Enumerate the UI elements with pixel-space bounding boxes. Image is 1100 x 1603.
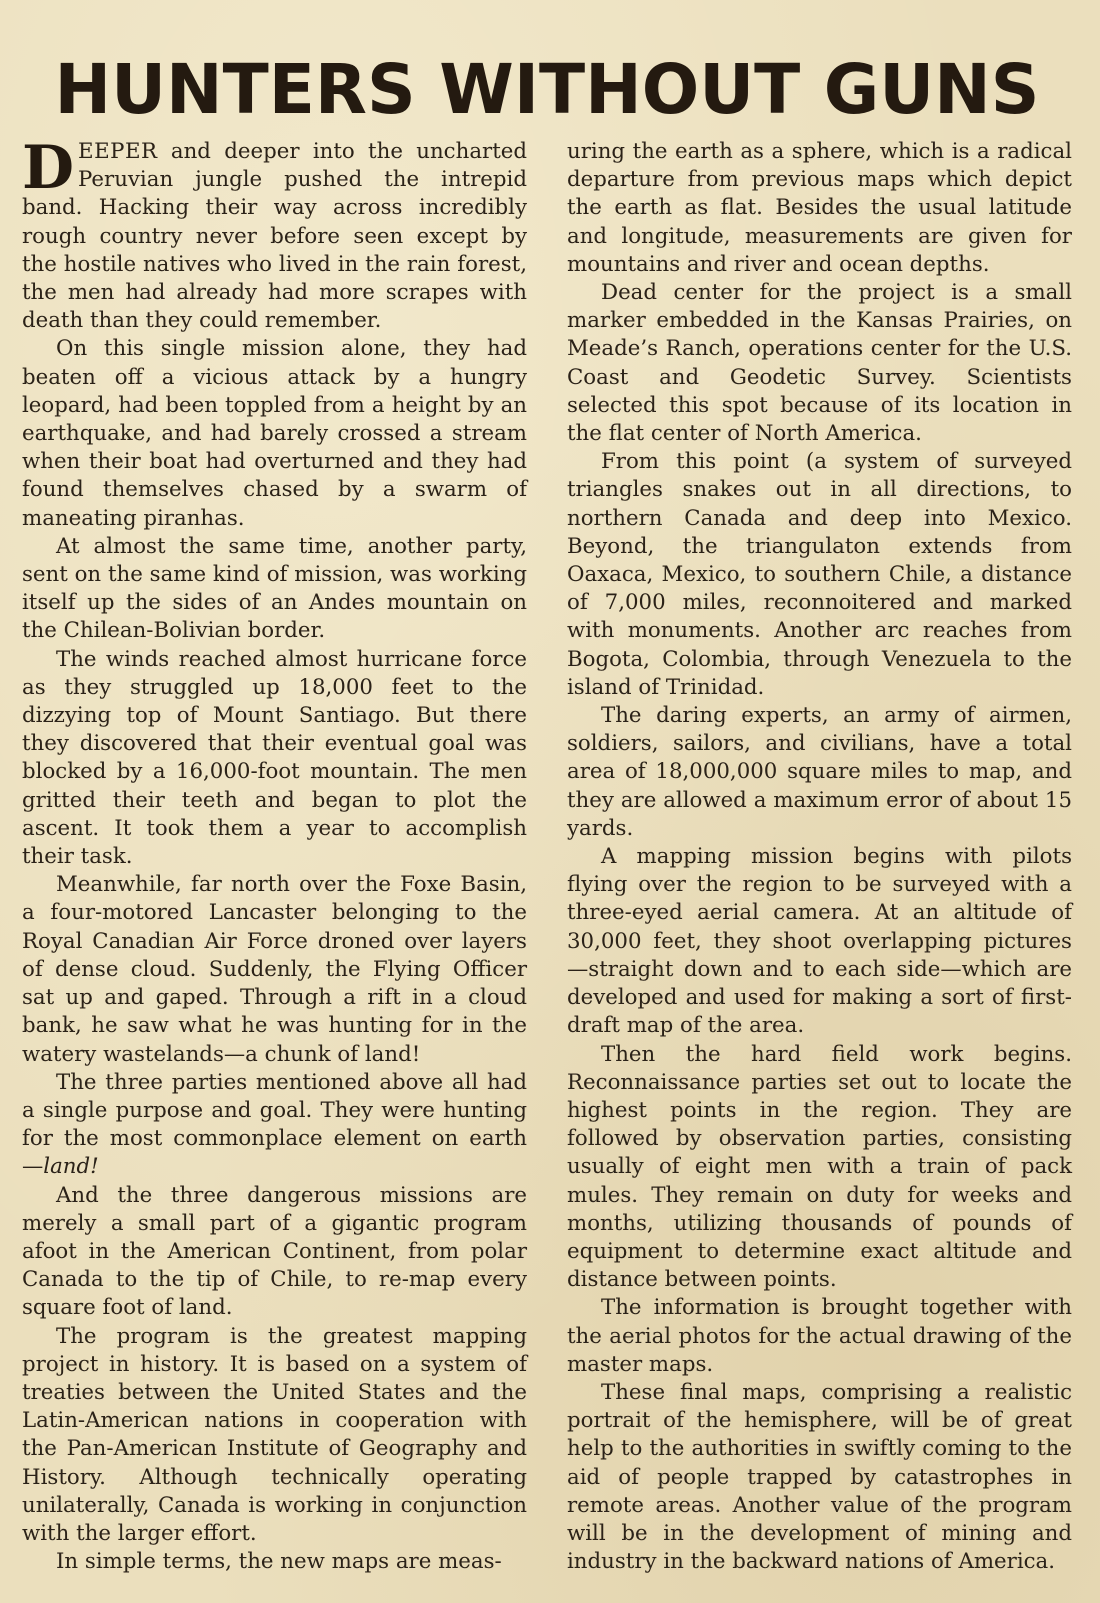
paragraph: These final maps, comprising a realistic portrait of the hemisphere, will be of great help to the authorities in swiftly coming to the aid of people trapped by catastrophes in remote areas. Another value of the program will be in the development of mining and industry in the backward nations of America.	[567, 1379, 1072, 1575]
paragraph: Meanwhile, far north over the Foxe Basin, a four-motored Lancaster belonging to the Royal Canadian Air Force droned over layers of dense cloud. Suddenly, the Flying Officer sat up and gaped. Through a rift in a cloud bank, he saw what he was hunting for in the watery wastelands—a chunk of land!	[22, 872, 527, 1067]
paragraph: From this point (a system of surveyed triangles snakes out in all directions, to northern Canada and deep into Mexico. Beyond, the triangulaton extends from Oaxaca, Mexico, to southern Chile, a distance of 7,000 miles, reconnoitered and marked with monuments. Another arc reaches from Bogota, Colombia, through Venezuela to the island of Trinidad.	[567, 449, 1072, 700]
lead-paragraph	[22, 133, 527, 335]
right-column	[567, 138, 1072, 1576]
left-column	[22, 133, 527, 1576]
paragraph: The program is the greatest mapping project in history. It is based on a system of treaties between the United States and the Latin-American nations in cooperation with the Pan-American Institute of Geography and History. Although technically operating unilaterally, Canada is working in conjunction with the larger effort.	[22, 1323, 527, 1546]
paragraph: At almost the same time, another party, sent on the same kind of mission, was working itself up the sides of an Andes mountain on the Chilean-Bolivian border.	[22, 533, 527, 644]
lead-word: EEPER	[78, 139, 158, 164]
paragraph: Then the hard field work begins. Reconnaissance parties set out to locate the highest points in the region. They are followed by observation parties, consisting usually of eight men with a train of pack mules. They remain on duty for weeks and months, utilizing thousands of pounds of equipment to determine exact altitude and distance between points.	[567, 1041, 1072, 1293]
drop-cap: D	[22, 133, 75, 203]
paragraph: A mapping mission begins with pilots flying over the region to be surveyed with a three-eyed aerial camera. At an altitude of 30,000 feet, they shoot overlapping pictures —straight down and to each side—which are developed and used for making a sort of first-draft map of the area.	[567, 844, 1072, 1039]
paragraph: Dead center for the project is a small marker embedded in the Kansas Prairies, on Meade’s Ranch, operations center for the U.S. Coast and Geodetic Survey. Scientists selected this spot because of its location in the flat center of North America.	[567, 280, 1072, 447]
emphasis-text: land!	[43, 1154, 99, 1180]
article-title: HUNTERS WITHOUT GUNS	[54, 50, 1040, 130]
paragraph: On this single mission alone, they had beaten off a vicious attack by a hungry leopard, had been toppled from a height by an earthquake, and had barely crossed a stream when their boat had overturned and they had found themselves chased by a swarm of maneating piranhas.	[22, 336, 527, 531]
paragraph: In simple terms, the new maps are meas-	[56, 1549, 502, 1575]
paragraph: The information is brought together with the aerial photos for the actual drawing of the master maps.	[567, 1295, 1072, 1377]
paragraph: And the three dangerous missions are merely a small part of a gigantic program afoot in the American Continent, from polar Canada to the tip of Chile, to re-map every square foot of land.	[22, 1182, 527, 1321]
continued-paragraph: uring the earth as a sphere, which is a radical departure from previous maps which depict the earth as flat. Besides the usual latitude and longitude, measurements are given for mountains and river and ocean depths.	[567, 139, 1072, 277]
article-body	[22, 133, 1072, 1576]
paragraph: The winds reached almost hurricane force as they struggled up 18,000 feet to the dizzying top of Mount Santiago. But there they discovered that their eventual goal was blocked by a 16,000-foot mountain. The men gritted their teeth and began to plot the ascent. It took them a year to accomplish their task.	[22, 646, 527, 870]
paragraph	[22, 1069, 527, 1182]
paragraph: The daring experts, an army of airmen, soldiers, sailors, and civilians, have a total area of 18,000,000 square miles to map, and they are allowed a maximum error of about 15 yards.	[567, 703, 1072, 841]
paragraph-text: The three parties mentioned above all had a single purpose and goal. They were hunting for the most commonplace element on earth —	[22, 1069, 527, 1180]
lead-text: and deeper into the uncharted Peruvian jungle pushed the intrepid band. Hacking their way across incredibly rough country never before seen except by the hostile natives who lived in the rain forest, the men had already had more scrapes with death than they could remember.	[22, 139, 527, 334]
